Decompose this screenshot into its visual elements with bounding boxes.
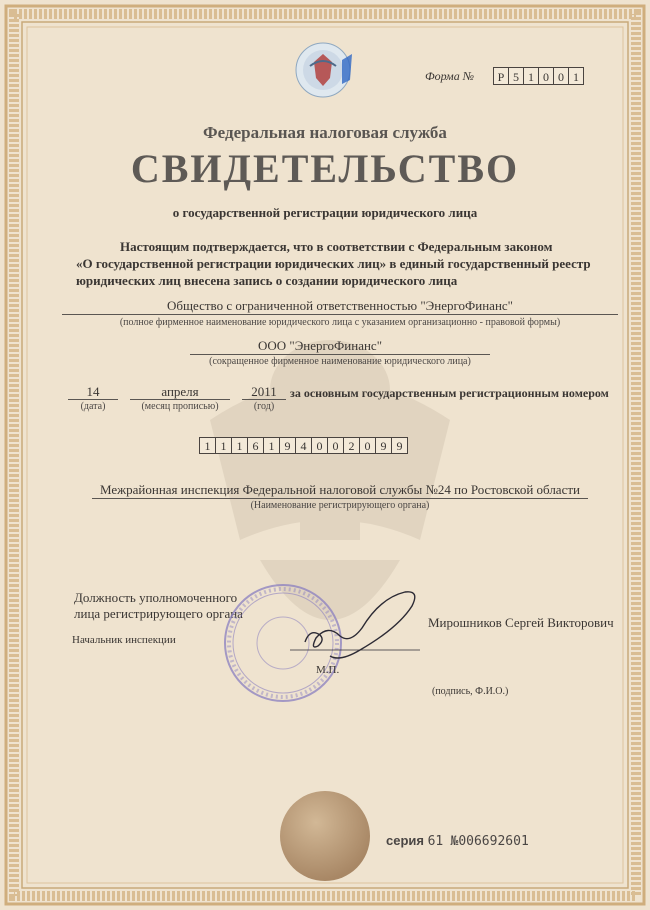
stamp-place-label: М.П. (316, 664, 340, 676)
ogrn-boxes (200, 437, 408, 454)
gold-seal (279, 790, 371, 882)
day-caption: (дата) (80, 401, 106, 412)
registration-month: апреля (161, 384, 199, 399)
registrar-caption: (Наименование регистрирующего органа) (250, 500, 430, 511)
ogrn-digit: 1 (199, 437, 216, 454)
ogrn-digit: 0 (327, 437, 344, 454)
document-title: СВИДЕТЕЛЬСТВО (130, 146, 520, 191)
statement-paragraph (76, 238, 616, 289)
registration-year: 2011 (251, 384, 277, 399)
form-code-char: Р (493, 67, 509, 85)
statement-line: Настоящим подтверждается, что в соответствии с Федеральным законом (120, 239, 553, 254)
year-caption: (год) (253, 401, 275, 412)
serial-label: серия (386, 833, 424, 848)
month-caption: (месяц прописью) (141, 401, 219, 412)
registration-number-text: за основным государственным регистрационным номером (290, 386, 609, 400)
company-full-name-caption: (полное фирменное наименование юридического лица с указанием организационно - правовой формы) (119, 317, 561, 328)
form-code-char: 5 (508, 67, 524, 85)
ogrn-digit: 0 (311, 437, 328, 454)
ogrn-digit: 0 (359, 437, 376, 454)
company-short-name: ООО "ЭнергоФинанс" (257, 338, 383, 353)
ogrn-digit: 1 (215, 437, 232, 454)
signatory-position: Начальник инспекции (72, 634, 176, 646)
form-number-label: Форма № (425, 69, 475, 83)
signature (280, 580, 430, 680)
ogrn-digit: 4 (295, 437, 312, 454)
form-code-char: 1 (523, 67, 539, 85)
ogrn-digit: 1 (231, 437, 248, 454)
signatory-position-label (74, 590, 243, 622)
signatory-full-name: Мирошников Сергей Викторович (428, 615, 614, 630)
position-label-line: Должность уполномоченного (74, 590, 238, 605)
form-number-boxes (494, 67, 584, 85)
form-code-char: 0 (538, 67, 554, 85)
serial-number (386, 833, 529, 849)
ogrn-digit: 9 (375, 437, 392, 454)
hologram-emblem-icon (288, 40, 358, 100)
form-code-char: 1 (568, 67, 584, 85)
registrar-name: Межрайонная инспекция Федеральной налоговой службы №24 по Ростовской области (100, 482, 580, 497)
ogrn-digit: 9 (391, 437, 408, 454)
serial-number-prefix: № (450, 834, 459, 849)
statement-line: «О государственной регистрации юридических лиц» в единый государственный реестр (76, 256, 591, 271)
company-full-name: Общество с ограниченной ответственностью "ЭнергоФинанс" (167, 298, 513, 313)
form-code-char: 0 (553, 67, 569, 85)
document-subtitle: о государственной регистрации юридического лица (172, 205, 478, 220)
position-label-line: лица регистрирующего органа (74, 606, 243, 621)
serial-series: 61 (427, 834, 444, 849)
statement-line: юридических лиц внесена запись о создании юридического лица (76, 273, 458, 288)
ogrn-digit: 6 (247, 437, 264, 454)
registration-day: 14 (86, 384, 100, 399)
ogrn-digit: 2 (343, 437, 360, 454)
company-short-name-caption: (сокращенное фирменное наименование юридического лица) (209, 356, 471, 367)
ogrn-digit: 1 (263, 437, 280, 454)
serial-number-value: 006692601 (458, 834, 529, 849)
agency-name: Федеральная налоговая служба (203, 123, 447, 142)
ogrn-digit: 9 (279, 437, 296, 454)
signature-caption: (подпись, Ф.И.О.) (432, 686, 509, 697)
